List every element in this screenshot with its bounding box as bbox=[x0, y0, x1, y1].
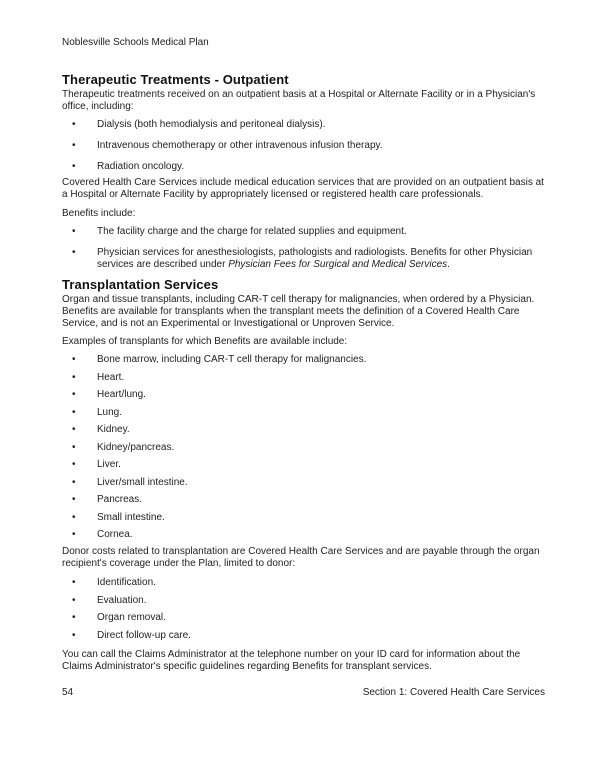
list-item bbox=[62, 577, 545, 589]
physician-bullet-text: Physician services for anesthesiologists, pathologists and radiologists. Benefits for other Physician services are described under bbox=[97, 247, 533, 270]
list-item-text: Lung. bbox=[97, 406, 123, 418]
benefits-list bbox=[62, 226, 545, 271]
list-item-text: Identification. bbox=[97, 577, 156, 588]
list-item-text: Evaluation. bbox=[97, 594, 147, 606]
donor-costs-paragraph: Donor costs related to transplantation are Covered Health Care Services and are payable through the organ recipient's coverage under the Plan, limited to donor: bbox=[62, 546, 540, 569]
bullet-icon bbox=[72, 247, 76, 259]
list-item-text bbox=[97, 247, 532, 270]
page-number: 54 bbox=[62, 687, 74, 698]
list-item bbox=[62, 442, 545, 454]
bullet-icon bbox=[72, 424, 76, 436]
bullet-icon bbox=[72, 389, 76, 401]
physician-bullet-period: . bbox=[447, 259, 450, 270]
benefits-include-label: Benefits include: bbox=[62, 208, 136, 219]
list-item bbox=[62, 140, 545, 152]
bullet-icon bbox=[72, 459, 76, 471]
transplantation-intro-paragraph: Organ and tissue transplants, including CAR-T cell therapy for malignancies, when ordered by a Physician. Benefits are available for transplants when the transplant meets the definition of a Covered Health Care Service, and is not an Experimental or Investigational or Unproven Service. bbox=[62, 294, 535, 329]
list-item bbox=[62, 494, 545, 506]
list-item-text: Radiation oncology. bbox=[97, 161, 185, 172]
bullet-icon bbox=[72, 477, 76, 489]
bullet-icon bbox=[72, 442, 76, 454]
list-item bbox=[62, 407, 545, 419]
bullet-icon bbox=[72, 372, 76, 384]
list-item-text: Pancreas. bbox=[97, 494, 143, 505]
list-item-text: Kidney. bbox=[97, 424, 130, 435]
list-item-text: Liver. bbox=[97, 459, 121, 470]
list-item bbox=[62, 477, 545, 489]
transplant-examples-label: Examples of transplants for which Benefits are available include: bbox=[62, 336, 348, 347]
claims-administrator-paragraph: You can call the Claims Administrator at the telephone number on your ID card for information about the Claims Administrator's specific guidelines regarding Benefits for transplant services. bbox=[62, 648, 521, 672]
list-item bbox=[62, 595, 545, 607]
list-item bbox=[62, 459, 545, 471]
list-item-text: Kidney/pancreas. bbox=[97, 441, 175, 453]
list-item bbox=[62, 354, 545, 366]
bullet-icon bbox=[72, 226, 76, 238]
list-item bbox=[62, 512, 545, 524]
list-item-text: Bone marrow, including CAR-T cell therapy for malignancies. bbox=[97, 354, 367, 365]
list-item bbox=[62, 529, 545, 541]
bullet-icon bbox=[72, 407, 76, 419]
list-item bbox=[62, 119, 545, 131]
bullet-icon bbox=[72, 595, 76, 607]
document-header-title: Noblesville Schools Medical Plan bbox=[62, 37, 209, 48]
list-item bbox=[62, 247, 545, 271]
list-item-text: Liver/small intestine. bbox=[97, 476, 188, 488]
list-item bbox=[62, 630, 545, 642]
bullet-icon bbox=[72, 161, 76, 173]
bullet-icon bbox=[72, 630, 76, 642]
transplant-examples-list bbox=[62, 354, 545, 541]
list-item-text: Heart. bbox=[97, 371, 125, 383]
list-item-text: Intravenous chemotherapy or other intravenous infusion therapy. bbox=[97, 140, 383, 151]
bullet-icon bbox=[72, 529, 76, 541]
list-item bbox=[62, 389, 545, 401]
list-item-text: Small intestine. bbox=[97, 511, 165, 523]
list-item-text: Cornea. bbox=[97, 529, 133, 540]
list-item-text: The facility charge and the charge for related supplies and equipment. bbox=[97, 226, 407, 237]
therapeutic-treatments-list bbox=[62, 119, 545, 173]
page-footer bbox=[62, 687, 545, 699]
bullet-icon bbox=[72, 119, 76, 131]
physician-fees-italic-reference: Physician Fees for Surgical and Medical Services bbox=[228, 259, 448, 270]
donor-items-list bbox=[62, 577, 545, 642]
heading-transplantation-services: Transplantation Services bbox=[62, 277, 219, 292]
therapeutic-intro-paragraph: Therapeutic treatments received on an outpatient basis at a Hospital or Alternate Facility or in a Physician's office, including: bbox=[62, 89, 536, 112]
bullet-icon bbox=[72, 612, 76, 624]
list-item-text: Dialysis (both hemodialysis and peritoneal dialysis). bbox=[97, 119, 326, 130]
list-item bbox=[62, 612, 545, 624]
list-item-text: Direct follow-up care. bbox=[97, 629, 191, 641]
covered-services-paragraph: Covered Health Care Services include medical education services that are provided on an outpatient basis at a Hospital or Alternate Facility by appropriately licensed or registered health care professionals. bbox=[62, 177, 544, 200]
bullet-icon bbox=[72, 140, 76, 152]
bullet-icon bbox=[72, 494, 76, 506]
footer-section-label: Section 1: Covered Health Care Services bbox=[362, 687, 545, 698]
list-item-text: Organ removal. bbox=[97, 612, 166, 623]
list-item bbox=[62, 226, 545, 238]
bullet-icon bbox=[72, 354, 76, 366]
bullet-icon bbox=[72, 512, 76, 524]
list-item-text: Heart/lung. bbox=[97, 389, 146, 400]
heading-therapeutic-treatments: Therapeutic Treatments - Outpatient bbox=[62, 72, 289, 87]
list-item bbox=[62, 372, 545, 384]
list-item bbox=[62, 161, 545, 173]
list-item bbox=[62, 424, 545, 436]
bullet-icon bbox=[72, 577, 76, 589]
